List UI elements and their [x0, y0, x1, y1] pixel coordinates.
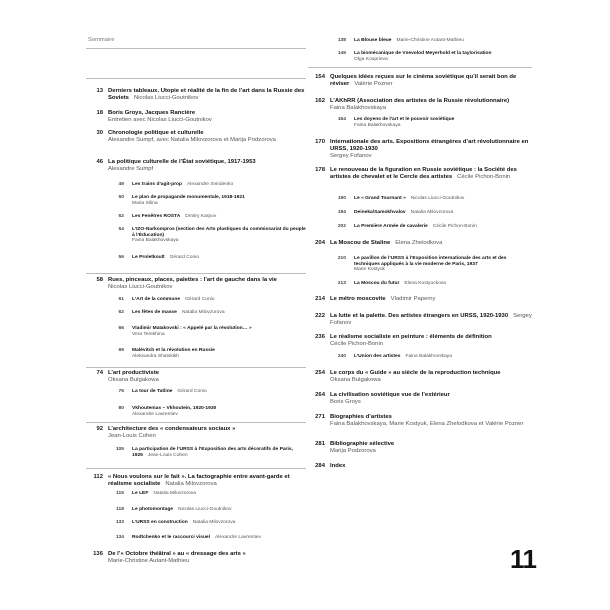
toc-entry-text: [108, 426, 306, 440]
toc-title: Les doyens de l’art et le pouvoir soviétique: [354, 117, 455, 122]
toc-entry-text: [330, 139, 532, 160]
toc-author: Alexandre Sumpf: [108, 165, 154, 172]
toc-entry-text: [354, 354, 532, 360]
toc-title: La politique culturelle de l’État soviétique, 1917-1953: [108, 159, 256, 165]
toc-title: Vkhoutemas – Vkhoutein, 1920-1930: [132, 406, 217, 411]
toc-entry-text: [354, 210, 532, 216]
toc-title: La tour de Tatline: [132, 389, 173, 394]
toc-page-number: 210: [337, 256, 346, 261]
toc-title: Le métro moscovite: [330, 296, 386, 302]
toc-entry-text: [330, 392, 532, 406]
toc-entry-text: [330, 441, 532, 455]
toc-page-number: 30: [96, 130, 103, 136]
toc-title: La civilisation soviétique vue de l’extérieur: [330, 392, 450, 398]
toc-title: L’Union des artistes: [354, 354, 401, 359]
toc-author: Faina Balakhovskaya: [330, 104, 386, 111]
toc-title: Le pavillon de l’URSS à l’Exposition internationale des arts et des techniques appliqués à la vie moderne de Paris, 1937: [354, 256, 507, 267]
toc-title: De l’« Octobre théâtral » au « dressage des arts »: [108, 551, 246, 557]
divider-line: [86, 48, 306, 49]
divider-line: [86, 78, 306, 79]
toc-author: Cécile Pichon-Bonin: [457, 173, 511, 180]
toc-title: La Première Armée de cavalerie: [354, 224, 428, 229]
divider-line: [86, 367, 306, 368]
toc-page-number: 69: [118, 348, 124, 353]
toc-entry-text: [330, 98, 532, 112]
toc-title: L’Art de la commune: [132, 297, 181, 302]
toc-author: Marie-Christine Autant-Mathieu: [108, 557, 190, 564]
toc-entry-text: [354, 224, 532, 230]
toc-entry-text: [132, 507, 306, 513]
toc-author: Entretien avec Nicolas Liucci-Goutnikov: [108, 116, 212, 123]
toc-page-number: 133: [115, 520, 124, 525]
toc-author: Oksana Bulgakowa: [330, 376, 381, 383]
toc-title: Le réalisme socialiste en peinture : éléments de définition: [330, 334, 492, 340]
toc-entry-text: [132, 348, 306, 359]
toc-entry-text: [132, 227, 306, 244]
toc-author: Marie-Christine Autant-Mathieu: [396, 38, 464, 43]
toc-title: L’URSS en construction: [132, 520, 188, 525]
toc-title: L’art productiviste: [108, 370, 160, 376]
toc-entry-text: [108, 474, 306, 488]
toc-title: La participation de l’URSS à l’Exposition des arts décoratifs de Paris, 1925: [132, 447, 293, 458]
toc-author: Nicolas Liucci-Goutnikov: [178, 507, 232, 512]
toc-entry-text: [330, 167, 532, 181]
toc-page-number: 162: [315, 98, 325, 104]
toc-entry-text: [354, 256, 532, 273]
toc-entry-text: [330, 334, 532, 348]
toc-page-number: 18: [96, 110, 103, 116]
toc-author: Faina Balakhovskaya: [132, 238, 179, 244]
toc-page-number: 236: [315, 334, 325, 340]
toc-page-number: 112: [93, 474, 103, 480]
toc-author: Elena Zhelodkova: [395, 240, 443, 246]
toc-page-number: 204: [315, 240, 325, 246]
toc-entry-text: [132, 520, 306, 526]
toc-page-number: 74: [96, 370, 103, 376]
toc-title: La Blouse bleue: [354, 38, 392, 43]
toc-title: Le plan de propagande monumentale, 1918-1921: [132, 195, 245, 200]
toc-entry-text: [132, 310, 306, 316]
toc-page-number: 118: [116, 507, 124, 512]
toc-entry-text: [132, 297, 306, 303]
toc-title: Malévitch et la révolution en Russie: [132, 348, 215, 353]
toc-page-number: 194: [337, 210, 346, 215]
toc-author: Alexandre Sumpf, avec Natalia Milovzorova et Marija Podzorova: [108, 136, 276, 143]
page-number: 11: [510, 544, 537, 574]
toc-entry-text: [132, 182, 306, 188]
toc-title: Deineka/Samokhvalov: [354, 210, 406, 215]
toc-title: « Nous voulons sur le fait ». La factographie entre avant-garde et réalisme socialiste: [108, 474, 290, 487]
toc-title: Vladimir Maïakovski : « Appelé par la révolution… »: [132, 326, 252, 331]
toc-page-number: 281: [315, 441, 325, 447]
toc-page-number: 240: [337, 354, 346, 359]
toc-title: Quelques idées reçues sur le cinéma soviétique qu’il serait bon de réviser: [330, 74, 517, 87]
toc-author: Sergey Fofanov: [330, 152, 372, 159]
toc-title: Le corps du « Guide » au siècle de la reproduction technique: [330, 370, 501, 376]
toc-entry-text: [330, 414, 532, 428]
divider-line: [86, 273, 306, 274]
toc-author: Oksana Bulgakowa: [108, 376, 159, 383]
toc-page-number: 56: [118, 255, 124, 260]
toc-entry-text: [108, 130, 306, 144]
toc-title: Chronologie politique et culturelle: [108, 130, 204, 136]
toc-title: Bibliographie sélective: [330, 441, 395, 447]
toc-author: Olga Kouprieva: [354, 56, 388, 62]
toc-title: Le « Grand Tournant »: [354, 196, 406, 201]
toc-page-number: 214: [315, 296, 325, 302]
toc-page-number: 66: [118, 326, 124, 331]
toc-author: Natalia Milovzorova: [165, 480, 217, 487]
toc-page-number: 13: [96, 88, 103, 94]
toc-author: Alexandre Lavrentiev: [132, 411, 178, 417]
toc-author: Natalia Milovzorova: [181, 310, 225, 315]
toc-entry-text: [354, 196, 532, 202]
toc-page-number: 284: [315, 463, 325, 469]
toc-entry-text: [132, 406, 306, 417]
toc-title: Index: [330, 463, 346, 469]
toc-author: Cécile Pichon-Bonin: [330, 340, 384, 347]
toc-title: Derniers tableaux. Utopie et réalité de la fin de l’art dans la Russie des Soviets: [108, 88, 305, 101]
toc-author: Maria Silina: [132, 200, 158, 206]
toc-page-number: 54: [118, 227, 124, 232]
toc-author: Natalia Milovzorova: [192, 520, 236, 525]
toc-entry-text: [132, 491, 306, 497]
toc-page-number: 92: [96, 426, 103, 432]
toc-author: Nicolas Liucci-Goutnikov: [133, 94, 199, 101]
toc-title: Le LEF: [132, 491, 149, 496]
toc-author: Vera Terekhina: [132, 331, 165, 337]
toc-entry-text: [354, 117, 532, 128]
toc-title: Boris Groys, Jacques Rancière: [108, 110, 196, 116]
toc-author: Aleksandra Shatskikh: [132, 353, 180, 359]
toc-entry-text: [132, 214, 306, 220]
toc-page-number: 190: [337, 196, 346, 201]
toc-page-number: 62: [118, 310, 124, 315]
toc-page-number: 52: [118, 214, 124, 219]
toc-page-number: 58: [96, 277, 103, 283]
toc-title: Rues, pinceaux, places, palettes : l’art de gauche dans la vie: [108, 277, 277, 283]
toc-page-number: 76: [118, 389, 124, 394]
toc-page-number: 154: [315, 74, 325, 80]
toc-entry-text: [108, 110, 306, 124]
toc-page-number: 222: [315, 313, 325, 319]
toc-page-number: 46: [96, 159, 103, 165]
toc-title: Internationale des arts. Expositions étrangères d’art révolutionnaire en URSS, 1920-1930: [330, 139, 529, 152]
toc-page-number: 254: [315, 370, 325, 376]
toc-author: Elena Kostyuckova: [404, 281, 446, 286]
toc-entry-text: [132, 255, 306, 261]
toc-heading: Sommaire: [88, 37, 115, 43]
toc-title: Les trains d’agit-prop: [132, 182, 182, 187]
toc-entry-text: [330, 240, 532, 247]
toc-page-number: 213: [337, 281, 346, 286]
toc-entry-text: [330, 463, 532, 470]
toc-title: Rodtchenko et le raccourci visuel: [132, 535, 211, 540]
toc-title: L’IZO-Narkompros (section des Arts plastiques du commissariat du peuple à l’Éducation): [132, 227, 306, 238]
toc-page-number: 134: [115, 535, 124, 540]
toc-author: Jean-Louis Cohen: [108, 432, 156, 439]
toc-entry-text: [132, 389, 306, 395]
toc-author: Valérie Pozner: [354, 80, 393, 87]
toc-author: Marija Podzorova: [330, 447, 376, 454]
toc-author: Sergey Fofanov: [330, 313, 532, 326]
toc-page-number: 202: [337, 224, 346, 229]
toc-author: Nicolas Liucci-Goutnikov: [410, 196, 465, 201]
toc-page-number: 178: [315, 167, 325, 173]
toc-author: Boris Groys: [330, 398, 361, 405]
toc-author: Gérard Conio: [177, 389, 207, 394]
toc-title: Les Fenêtres ROSTA: [132, 214, 181, 219]
toc-author: Gérard Conio: [169, 255, 199, 260]
toc-author: Dmitry Karpov: [185, 214, 217, 219]
toc-entry-text: [108, 159, 306, 173]
toc-title: La lutte et la palette. Des artistes étrangers en URSS, 1920-1930: [330, 313, 509, 319]
toc-entry-text: [132, 195, 306, 206]
toc-page-number: 80: [118, 406, 124, 411]
toc-entry-text: [330, 370, 532, 384]
toc-title: Le Proletkoult: [132, 255, 165, 260]
toc-title: La Moscou du futur: [354, 281, 400, 286]
toc-entry-text: [330, 74, 532, 88]
toc-page-number: 170: [315, 139, 325, 145]
toc-page-number: 164: [337, 117, 346, 122]
toc-author: Alexandre Lavrentiev: [215, 535, 261, 540]
toc-author: Gérard Conio: [185, 297, 215, 302]
toc-author: Faina Balakhovskaya, Marie Kostyuk, Elena Zhelodkova et Valérie Pozner: [330, 420, 524, 427]
toc-entry-text: [108, 277, 306, 291]
divider-line: [308, 67, 532, 68]
toc-entry-text: [330, 296, 532, 303]
toc-page-number: 138: [337, 38, 346, 43]
toc-author: Faina Balakhovskaya: [405, 354, 452, 359]
toc-entry-text: [108, 551, 306, 565]
toc-title: L’AKhRR (Association des artistes de la Russie révolutionnaire): [330, 98, 510, 104]
toc-author: Nicolas Liucci-Goutnikov: [108, 283, 173, 290]
toc-title: Le renouveau de la figuration en Russie soviétique : la Société des artistes de chevalet et le Cercle des artistes: [330, 167, 517, 180]
toc-author: Vladimir Paperny: [390, 296, 436, 302]
toc-page-number: 145: [337, 51, 346, 56]
toc-page-number: 264: [315, 392, 325, 398]
toc-author: Jean-Louis Cohen: [147, 452, 188, 458]
toc-title: L’architecture des « condensateurs sociaux »: [108, 426, 236, 432]
toc-author: Alexandre Sviridenko: [187, 182, 234, 187]
toc-title: Biographies d’artistes: [330, 414, 392, 420]
divider-line: [86, 422, 306, 423]
toc-page-number: 105: [115, 447, 124, 452]
toc-entry-text: [108, 370, 306, 384]
toc-entry-text: [354, 51, 532, 62]
toc-author: Natalia Milovzorova: [410, 210, 454, 215]
toc-author: Natalia Milovzorova: [153, 491, 196, 496]
toc-page-number: 61: [118, 297, 124, 302]
toc-page-number: 136: [93, 551, 103, 557]
toc-page-number: 271: [315, 414, 325, 420]
toc-author: Cécile Pichon-Bonin: [432, 224, 477, 229]
toc-page-number: 115: [116, 491, 124, 496]
toc-author: Marie Kostyuk: [354, 267, 385, 273]
divider-line: [86, 468, 306, 469]
toc-entry-text: [132, 535, 306, 541]
toc-title: Le photomontage: [132, 507, 174, 512]
toc-entry-text: [354, 38, 532, 44]
toc-page-number: 50: [118, 195, 124, 200]
toc-title: La biomécanique de Vsevolod Meyerhold et la taylorisation: [354, 51, 492, 56]
toc-entry-text: [330, 313, 532, 327]
toc-entry-text: [132, 447, 306, 458]
toc-author: Faina Balakhovskaya: [354, 122, 401, 128]
toc-entry-text: [108, 88, 306, 102]
toc-title: Les fêtes de masse: [132, 310, 177, 315]
toc-entry-text: [132, 326, 306, 337]
toc-title: La Moscou de Staline: [330, 240, 391, 246]
toc-page-number: 49: [118, 182, 124, 187]
toc-entry-text: [354, 281, 532, 287]
